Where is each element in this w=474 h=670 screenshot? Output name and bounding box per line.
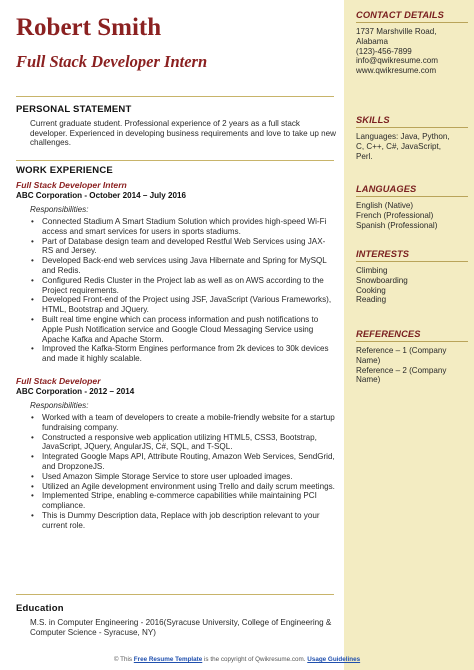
list-item: • Utilized an Agile development environment using Trello and daily scrum meetings. bbox=[30, 482, 336, 492]
interests-heading: INTERESTS bbox=[356, 249, 468, 262]
footer-middle: is the copyright of Qwikresume.com. bbox=[202, 656, 308, 663]
divider bbox=[16, 96, 334, 97]
contact-section bbox=[356, 10, 468, 76]
list-item: • Worked with a team of developers to create a mobile-friendly website for a startup fundraising company. bbox=[30, 413, 336, 433]
languages-section bbox=[356, 184, 468, 230]
address-state: Alabama bbox=[356, 36, 388, 46]
list-item: • Developed Front-end of the Project using JSF, JavaScript (Various Frameworks), HTML, Bootstrap and JQuery. bbox=[30, 295, 336, 315]
candidate-name: Robert Smith bbox=[16, 14, 162, 41]
references-heading: REFERENCES bbox=[356, 329, 468, 342]
list-item: • Part of Database design team and developed Restful Web Services using JAX-RS and Jersey. bbox=[30, 237, 336, 257]
skills-line: C, C++, C#, JavaScript, bbox=[356, 141, 442, 151]
responsibilities-list bbox=[30, 413, 336, 531]
list-item: • Implemented Stripe, enabling e-commerce capabilities while maintaining PCI compliance. bbox=[30, 491, 336, 511]
email-link[interactable]: info@qwikresume.com bbox=[356, 56, 438, 66]
responsibilities-list bbox=[30, 217, 336, 364]
footer-prefix: © This bbox=[113, 656, 134, 663]
skills-line: Perl. bbox=[356, 151, 373, 161]
contact-heading: CONTACT DETAILS bbox=[356, 10, 468, 23]
responsibilities-label: Responsibilities: bbox=[30, 401, 89, 410]
divider bbox=[16, 160, 334, 161]
list-item: • Used Amazon Simple Storage Service to store user uploaded images. bbox=[30, 472, 336, 482]
website-link[interactable]: www.qwikresume.com bbox=[356, 66, 437, 76]
job-role: Full Stack Developer bbox=[16, 376, 101, 386]
language-item: English (Native) bbox=[356, 201, 414, 210]
footer bbox=[0, 656, 474, 663]
interest-item: Snowboarding bbox=[356, 275, 408, 285]
list-item: • Built real time engine which can process information and push notifications to Apple Push Notification service and Google Cloud Messaging Service using Apache Kafka and Apache Storm. bbox=[30, 315, 336, 344]
skills-line: Languages: Java, Python, bbox=[356, 132, 450, 141]
references-section bbox=[356, 329, 468, 385]
personal-statement-heading: PERSONAL STATEMENT bbox=[16, 104, 132, 115]
skills-heading: SKILLS bbox=[356, 115, 468, 128]
personal-statement-text: Current graduate student. Professional experience of 2 years as a full stack developer. Experienced in developing business requirements and love to take up new challenges. bbox=[30, 119, 336, 148]
phone-number: (123)-456-7899 bbox=[356, 46, 412, 56]
reference-item: Name) bbox=[356, 375, 381, 385]
list-item: • Integrated Google Maps API, Attribute Routing, Amazon Web Services, SendGrid, and DropzoneJS. bbox=[30, 452, 336, 472]
interests-section bbox=[356, 249, 468, 305]
list-item: • Improved the Kafka-Storm Engines performance from 2k devices to 30k devices and made it highly scalable. bbox=[30, 344, 336, 364]
address-line: 1737 Marshville Road, bbox=[356, 27, 437, 36]
skills-section bbox=[356, 115, 468, 161]
list-item: • Constructed a responsive web application utilizing HTML5, CSS3, Bootstrap, JavaScript, JQuery, AngularJS, C#, SQL, and T-SQL. bbox=[30, 433, 336, 453]
interest-item: Reading bbox=[356, 295, 387, 305]
sidebar bbox=[344, 0, 474, 670]
language-item: French (Professional) bbox=[356, 210, 434, 220]
usage-guidelines-link[interactable]: Usage Guidelines bbox=[307, 656, 361, 663]
reference-item: Reference – 2 (Company bbox=[356, 365, 447, 375]
reference-item: Name) bbox=[356, 355, 381, 365]
list-item: • This is Dummy Description data, Replace with job description relevant to your current role. bbox=[30, 511, 336, 531]
responsibilities-label: Responsibilities: bbox=[30, 205, 89, 214]
list-item: • Developed Back-end web services using Java Hibernate and Spring for MySQL and Redis. bbox=[30, 256, 336, 276]
job-company-dates: ABC Corporation - 2012 – 2014 bbox=[16, 387, 135, 396]
list-item: • Configured Redis Cluster in the Project lab as well as on AWS according to the Project requirements. bbox=[30, 276, 336, 296]
education-heading: Education bbox=[16, 603, 64, 614]
job-company-dates: ABC Corporation - October 2014 – July 2016 bbox=[16, 191, 187, 200]
interest-item: Cooking bbox=[356, 285, 386, 295]
work-experience-heading: WORK EXPERIENCE bbox=[16, 165, 113, 176]
list-item: • Connected Stadium A Smart Stadium Solution which provides high-speed Wi-Fi access and smart services for users in sports stadiums. bbox=[30, 217, 336, 237]
free-resume-template-link[interactable]: Free Resume Template bbox=[133, 656, 203, 663]
languages-heading: LANGUAGES bbox=[356, 184, 468, 197]
candidate-title: Full Stack Developer Intern bbox=[16, 52, 208, 71]
reference-item: Reference – 1 (Company bbox=[356, 346, 447, 355]
interest-item: Climbing bbox=[356, 266, 388, 275]
divider bbox=[16, 594, 334, 595]
education-text: M.S. in Computer Engineering - 2016(Syracuse University, College of Engineering & Computer Science - Syracuse, NY) bbox=[30, 618, 332, 637]
language-item: Spanish (Professional) bbox=[356, 220, 438, 230]
job-role: Full Stack Developer Intern bbox=[16, 180, 127, 190]
